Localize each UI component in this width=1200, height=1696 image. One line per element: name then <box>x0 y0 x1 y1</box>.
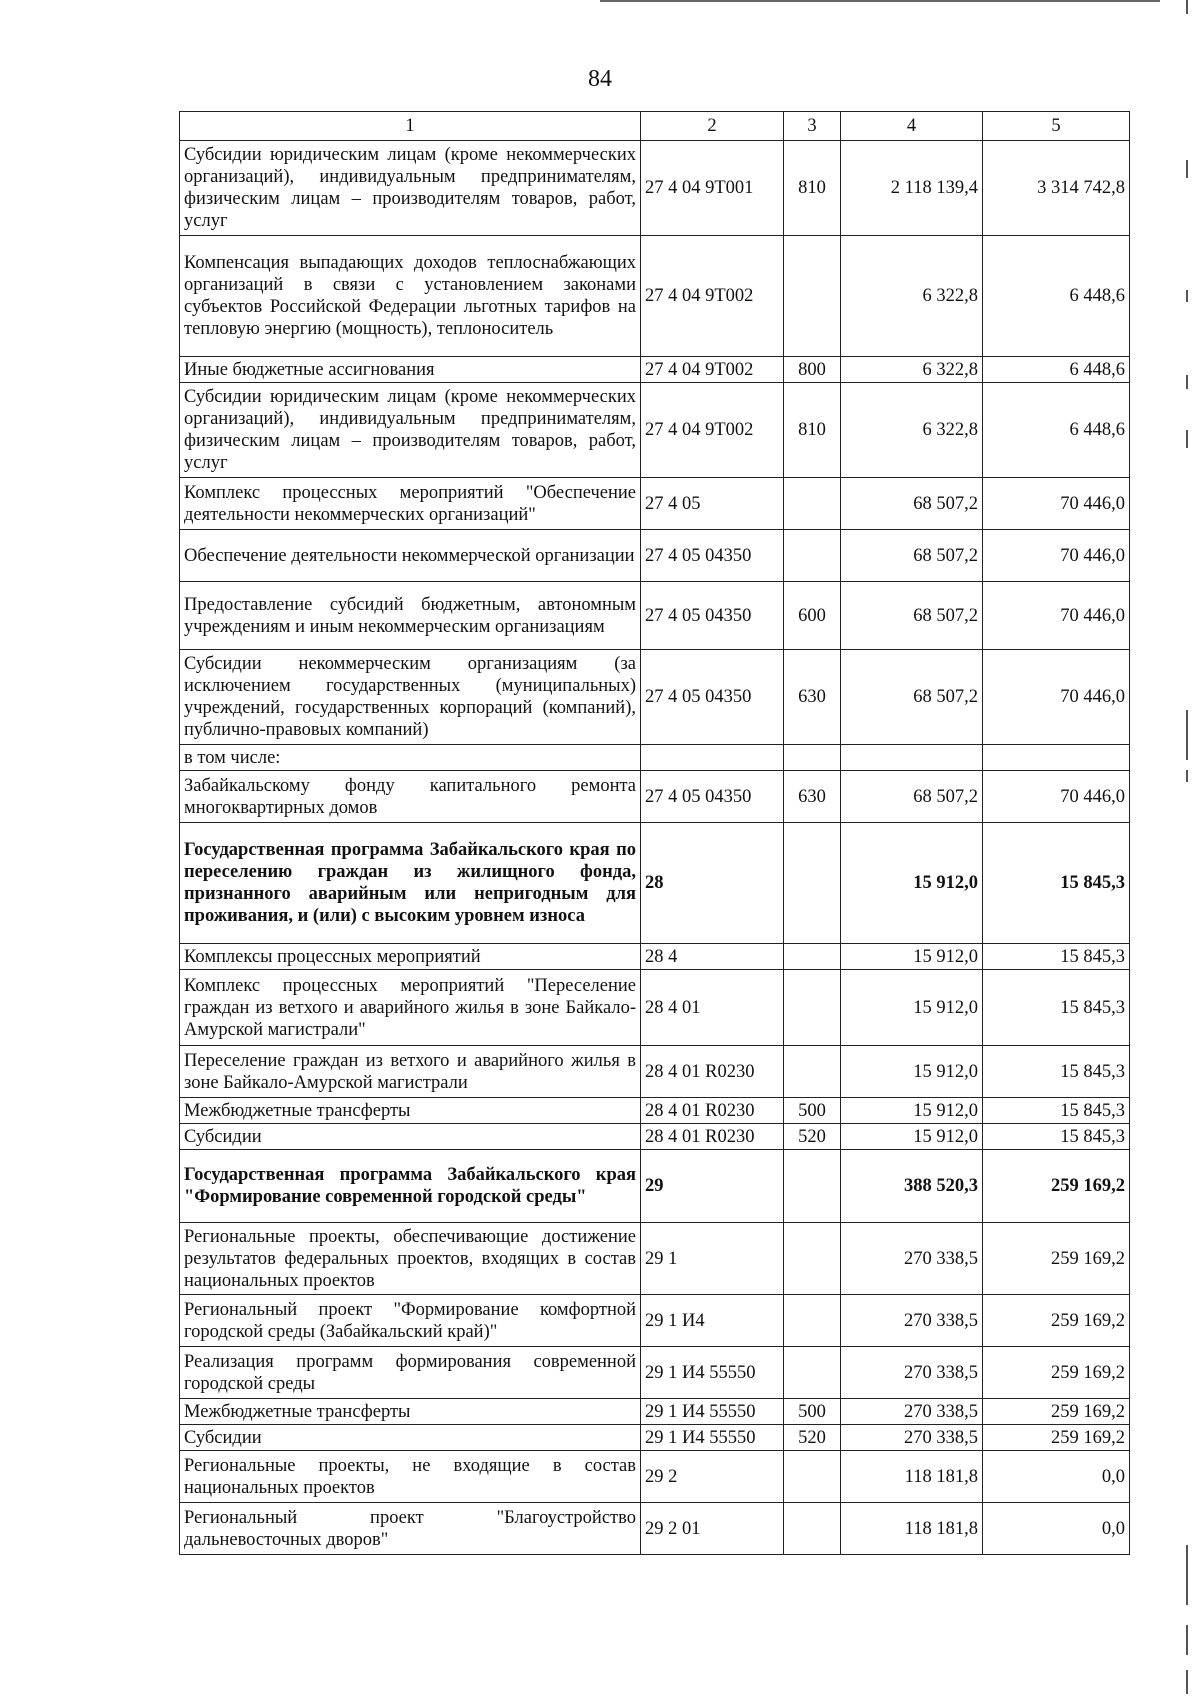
row-code-cell: 27 4 05 04350 <box>641 650 784 745</box>
row-code-cell: 29 2 <box>641 1451 784 1503</box>
row-amount-1-cell: 15 912,0 <box>841 1046 983 1098</box>
row-amount-1-cell <box>841 745 983 771</box>
row-name-cell: Комплекс процессных мероприятий "Обеспечение деятельности некоммерческих организаций" <box>180 478 641 530</box>
scan-edge-marks <box>1186 0 1194 1696</box>
row-amount-2-cell: 70 446,0 <box>983 771 1130 823</box>
table-row <box>180 357 1130 383</box>
row-code-cell: 27 4 04 9Т002 <box>641 357 784 383</box>
row-name-cell: Иные бюджетные ассигнования <box>180 357 641 383</box>
row-code-cell: 29 2 01 <box>641 1503 784 1555</box>
row-kind-cell: 520 <box>784 1425 841 1451</box>
row-name-cell: в том числе: <box>180 745 641 771</box>
row-amount-2-cell: 6 448,6 <box>983 236 1130 357</box>
row-amount-2-cell: 6 448,6 <box>983 357 1130 383</box>
column-header-kind: 3 <box>784 112 841 141</box>
row-name-cell: Комплексы процессных мероприятий <box>180 944 641 970</box>
row-code-cell: 28 <box>641 823 784 944</box>
table-row <box>180 530 1130 582</box>
column-header-name: 1 <box>180 112 641 141</box>
row-kind-cell: 500 <box>784 1399 841 1425</box>
row-amount-1-cell: 6 322,8 <box>841 357 983 383</box>
table-body <box>180 141 1130 1555</box>
row-name-cell: Межбюджетные трансферты <box>180 1399 641 1425</box>
table-header-row <box>180 112 1130 141</box>
row-code-cell: 27 4 04 9Т002 <box>641 236 784 357</box>
row-amount-1-cell: 15 912,0 <box>841 1098 983 1124</box>
row-amount-1-cell: 270 338,5 <box>841 1223 983 1295</box>
row-kind-cell <box>784 1046 841 1098</box>
table-row <box>180 823 1130 944</box>
row-kind-cell <box>784 823 841 944</box>
table-row <box>180 1124 1130 1150</box>
row-amount-1-cell: 270 338,5 <box>841 1399 983 1425</box>
row-code-cell: 27 4 05 04350 <box>641 582 784 650</box>
table-row <box>180 1503 1130 1555</box>
row-amount-1-cell: 15 912,0 <box>841 823 983 944</box>
table-row <box>180 582 1130 650</box>
row-kind-cell <box>784 1503 841 1555</box>
row-kind-cell: 630 <box>784 650 841 745</box>
row-kind-cell: 630 <box>784 771 841 823</box>
table-row <box>180 745 1130 771</box>
row-amount-1-cell: 6 322,8 <box>841 236 983 357</box>
row-code-cell: 27 4 04 9Т002 <box>641 383 784 478</box>
row-amount-2-cell: 3 314 742,8 <box>983 141 1130 236</box>
row-kind-cell <box>784 1295 841 1347</box>
row-amount-2-cell: 70 446,0 <box>983 650 1130 745</box>
row-code-cell: 29 1 И4 55550 <box>641 1399 784 1425</box>
row-kind-cell: 810 <box>784 141 841 236</box>
table-row <box>180 141 1130 236</box>
row-code-cell: 29 <box>641 1150 784 1223</box>
row-name-cell: Межбюджетные трансферты <box>180 1098 641 1124</box>
row-code-cell: 28 4 01 R0230 <box>641 1098 784 1124</box>
row-name-cell: Обеспечение деятельности некоммерческой организации <box>180 530 641 582</box>
table-row <box>180 1098 1130 1124</box>
table-row <box>180 1451 1130 1503</box>
row-amount-2-cell: 15 845,3 <box>983 1098 1130 1124</box>
table-row <box>180 1425 1130 1451</box>
row-name-cell: Субсидии юридическим лицам (кроме некоммерческих организаций), индивидуальным предпринимателям, физическим лицам – производителям товаров, работ, услуг <box>180 141 641 236</box>
row-amount-2-cell: 15 845,3 <box>983 1046 1130 1098</box>
row-kind-cell <box>784 1150 841 1223</box>
row-code-cell <box>641 745 784 771</box>
table-row <box>180 1046 1130 1098</box>
row-amount-2-cell: 70 446,0 <box>983 530 1130 582</box>
row-code-cell: 27 4 05 04350 <box>641 530 784 582</box>
row-kind-cell <box>784 1347 841 1399</box>
row-code-cell: 29 1 И4 55550 <box>641 1425 784 1451</box>
row-code-cell: 28 4 01 R0230 <box>641 1046 784 1098</box>
row-kind-cell: 800 <box>784 357 841 383</box>
row-name-cell: Предоставление субсидий бюджетным, автономным учреждениям и иным некоммерческим организациям <box>180 582 641 650</box>
row-amount-1-cell: 15 912,0 <box>841 1124 983 1150</box>
table-row <box>180 478 1130 530</box>
row-name-cell: Региональные проекты, обеспечивающие достижение результатов федеральных проектов, входящих в состав национальных проектов <box>180 1223 641 1295</box>
row-amount-1-cell: 270 338,5 <box>841 1295 983 1347</box>
column-header-amount-1: 4 <box>841 112 983 141</box>
table-row <box>180 650 1130 745</box>
row-amount-2-cell: 0,0 <box>983 1451 1130 1503</box>
row-amount-1-cell: 270 338,5 <box>841 1347 983 1399</box>
row-amount-1-cell: 388 520,3 <box>841 1150 983 1223</box>
table-row <box>180 1223 1130 1295</box>
row-name-cell: Переселение граждан из ветхого и аварийного жилья в зоне Байкало-Амурской магистрали <box>180 1046 641 1098</box>
row-amount-1-cell: 68 507,2 <box>841 582 983 650</box>
row-amount-2-cell: 0,0 <box>983 1503 1130 1555</box>
row-code-cell: 28 4 01 <box>641 970 784 1046</box>
row-code-cell: 29 1 И4 <box>641 1295 784 1347</box>
row-name-cell: Субсидии юридическим лицам (кроме некоммерческих организаций), индивидуальным предпринимателям, физическим лицам – производителям товаров, работ, услуг <box>180 383 641 478</box>
row-amount-1-cell: 270 338,5 <box>841 1425 983 1451</box>
row-amount-2-cell: 15 845,3 <box>983 1124 1130 1150</box>
row-amount-1-cell: 68 507,2 <box>841 650 983 745</box>
row-amount-2-cell: 15 845,3 <box>983 970 1130 1046</box>
row-kind-cell: 500 <box>784 1098 841 1124</box>
column-header-amount-2: 5 <box>983 112 1130 141</box>
row-name-cell: Субсидии <box>180 1425 641 1451</box>
row-amount-1-cell: 15 912,0 <box>841 944 983 970</box>
row-name-cell: Реализация программ формирования современной городской среды <box>180 1347 641 1399</box>
row-amount-2-cell: 259 169,2 <box>983 1399 1130 1425</box>
scan-top-border <box>600 0 1160 2</box>
row-kind-cell <box>784 530 841 582</box>
row-name-cell: Субсидии некоммерческим организациям (за исключением государственных (муниципальных) учреждений, государственных корпораций (компаний), публично-правовых компаний) <box>180 650 641 745</box>
row-amount-2-cell <box>983 745 1130 771</box>
row-kind-cell <box>784 944 841 970</box>
budget-table <box>179 111 1130 1555</box>
row-kind-cell: 520 <box>784 1124 841 1150</box>
row-name-cell: Региональный проект "Благоустройство дальневосточных дворов" <box>180 1503 641 1555</box>
row-amount-2-cell: 15 845,3 <box>983 823 1130 944</box>
row-amount-1-cell: 118 181,8 <box>841 1451 983 1503</box>
row-kind-cell <box>784 236 841 357</box>
table-row <box>180 1399 1130 1425</box>
row-name-cell: Забайкальскому фонду капитального ремонта многоквартирных домов <box>180 771 641 823</box>
row-amount-2-cell: 6 448,6 <box>983 383 1130 478</box>
row-amount-2-cell: 259 169,2 <box>983 1425 1130 1451</box>
table-row <box>180 383 1130 478</box>
page-number: 84 <box>588 66 612 92</box>
row-amount-1-cell: 68 507,2 <box>841 771 983 823</box>
row-name-cell: Региональные проекты, не входящие в состав национальных проектов <box>180 1451 641 1503</box>
row-code-cell: 29 1 <box>641 1223 784 1295</box>
row-amount-1-cell: 68 507,2 <box>841 478 983 530</box>
row-amount-1-cell: 118 181,8 <box>841 1503 983 1555</box>
table-row <box>180 970 1130 1046</box>
row-code-cell: 27 4 04 9Т001 <box>641 141 784 236</box>
row-amount-1-cell: 2 118 139,4 <box>841 141 983 236</box>
row-amount-1-cell: 6 322,8 <box>841 383 983 478</box>
row-code-cell: 27 4 05 04350 <box>641 771 784 823</box>
table-row <box>180 771 1130 823</box>
row-code-cell: 29 1 И4 55550 <box>641 1347 784 1399</box>
row-name-cell: Комплекс процессных мероприятий "Переселение граждан из ветхого и аварийного жилья в зоне Байкало-Амурской магистрали" <box>180 970 641 1046</box>
column-header-code: 2 <box>641 112 784 141</box>
row-code-cell: 28 4 <box>641 944 784 970</box>
row-kind-cell <box>784 745 841 771</box>
row-amount-1-cell: 68 507,2 <box>841 530 983 582</box>
row-amount-2-cell: 15 845,3 <box>983 944 1130 970</box>
row-kind-cell: 810 <box>784 383 841 478</box>
table-row <box>180 236 1130 357</box>
row-name-cell: Государственная программа Забайкальского края "Формирование современной городской среды" <box>180 1150 641 1223</box>
row-name-cell: Региональный проект "Формирование комфортной городской среды (Забайкальский край)" <box>180 1295 641 1347</box>
table-row <box>180 1150 1130 1223</box>
row-amount-2-cell: 259 169,2 <box>983 1295 1130 1347</box>
row-amount-2-cell: 70 446,0 <box>983 478 1130 530</box>
row-kind-cell <box>784 970 841 1046</box>
row-kind-cell: 600 <box>784 582 841 650</box>
row-code-cell: 27 4 05 <box>641 478 784 530</box>
row-name-cell: Компенсация выпадающих доходов теплоснабжающих организаций в связи с установлением законами субъектов Российской Федерации льготных тарифов на тепловую энергию (мощность), теплоноситель <box>180 236 641 357</box>
table-row <box>180 1347 1130 1399</box>
row-amount-2-cell: 259 169,2 <box>983 1347 1130 1399</box>
row-amount-1-cell: 15 912,0 <box>841 970 983 1046</box>
row-kind-cell <box>784 1451 841 1503</box>
row-name-cell: Субсидии <box>180 1124 641 1150</box>
row-amount-2-cell: 70 446,0 <box>983 582 1130 650</box>
row-kind-cell <box>784 1223 841 1295</box>
row-code-cell: 28 4 01 R0230 <box>641 1124 784 1150</box>
table-row <box>180 944 1130 970</box>
row-amount-2-cell: 259 169,2 <box>983 1150 1130 1223</box>
row-name-cell: Государственная программа Забайкальского края по переселению граждан из жилищного фонда, признанного аварийным или непригодным для проживания, и (или) с высоким уровнем износа <box>180 823 641 944</box>
table-row <box>180 1295 1130 1347</box>
row-amount-2-cell: 259 169,2 <box>983 1223 1130 1295</box>
row-kind-cell <box>784 478 841 530</box>
